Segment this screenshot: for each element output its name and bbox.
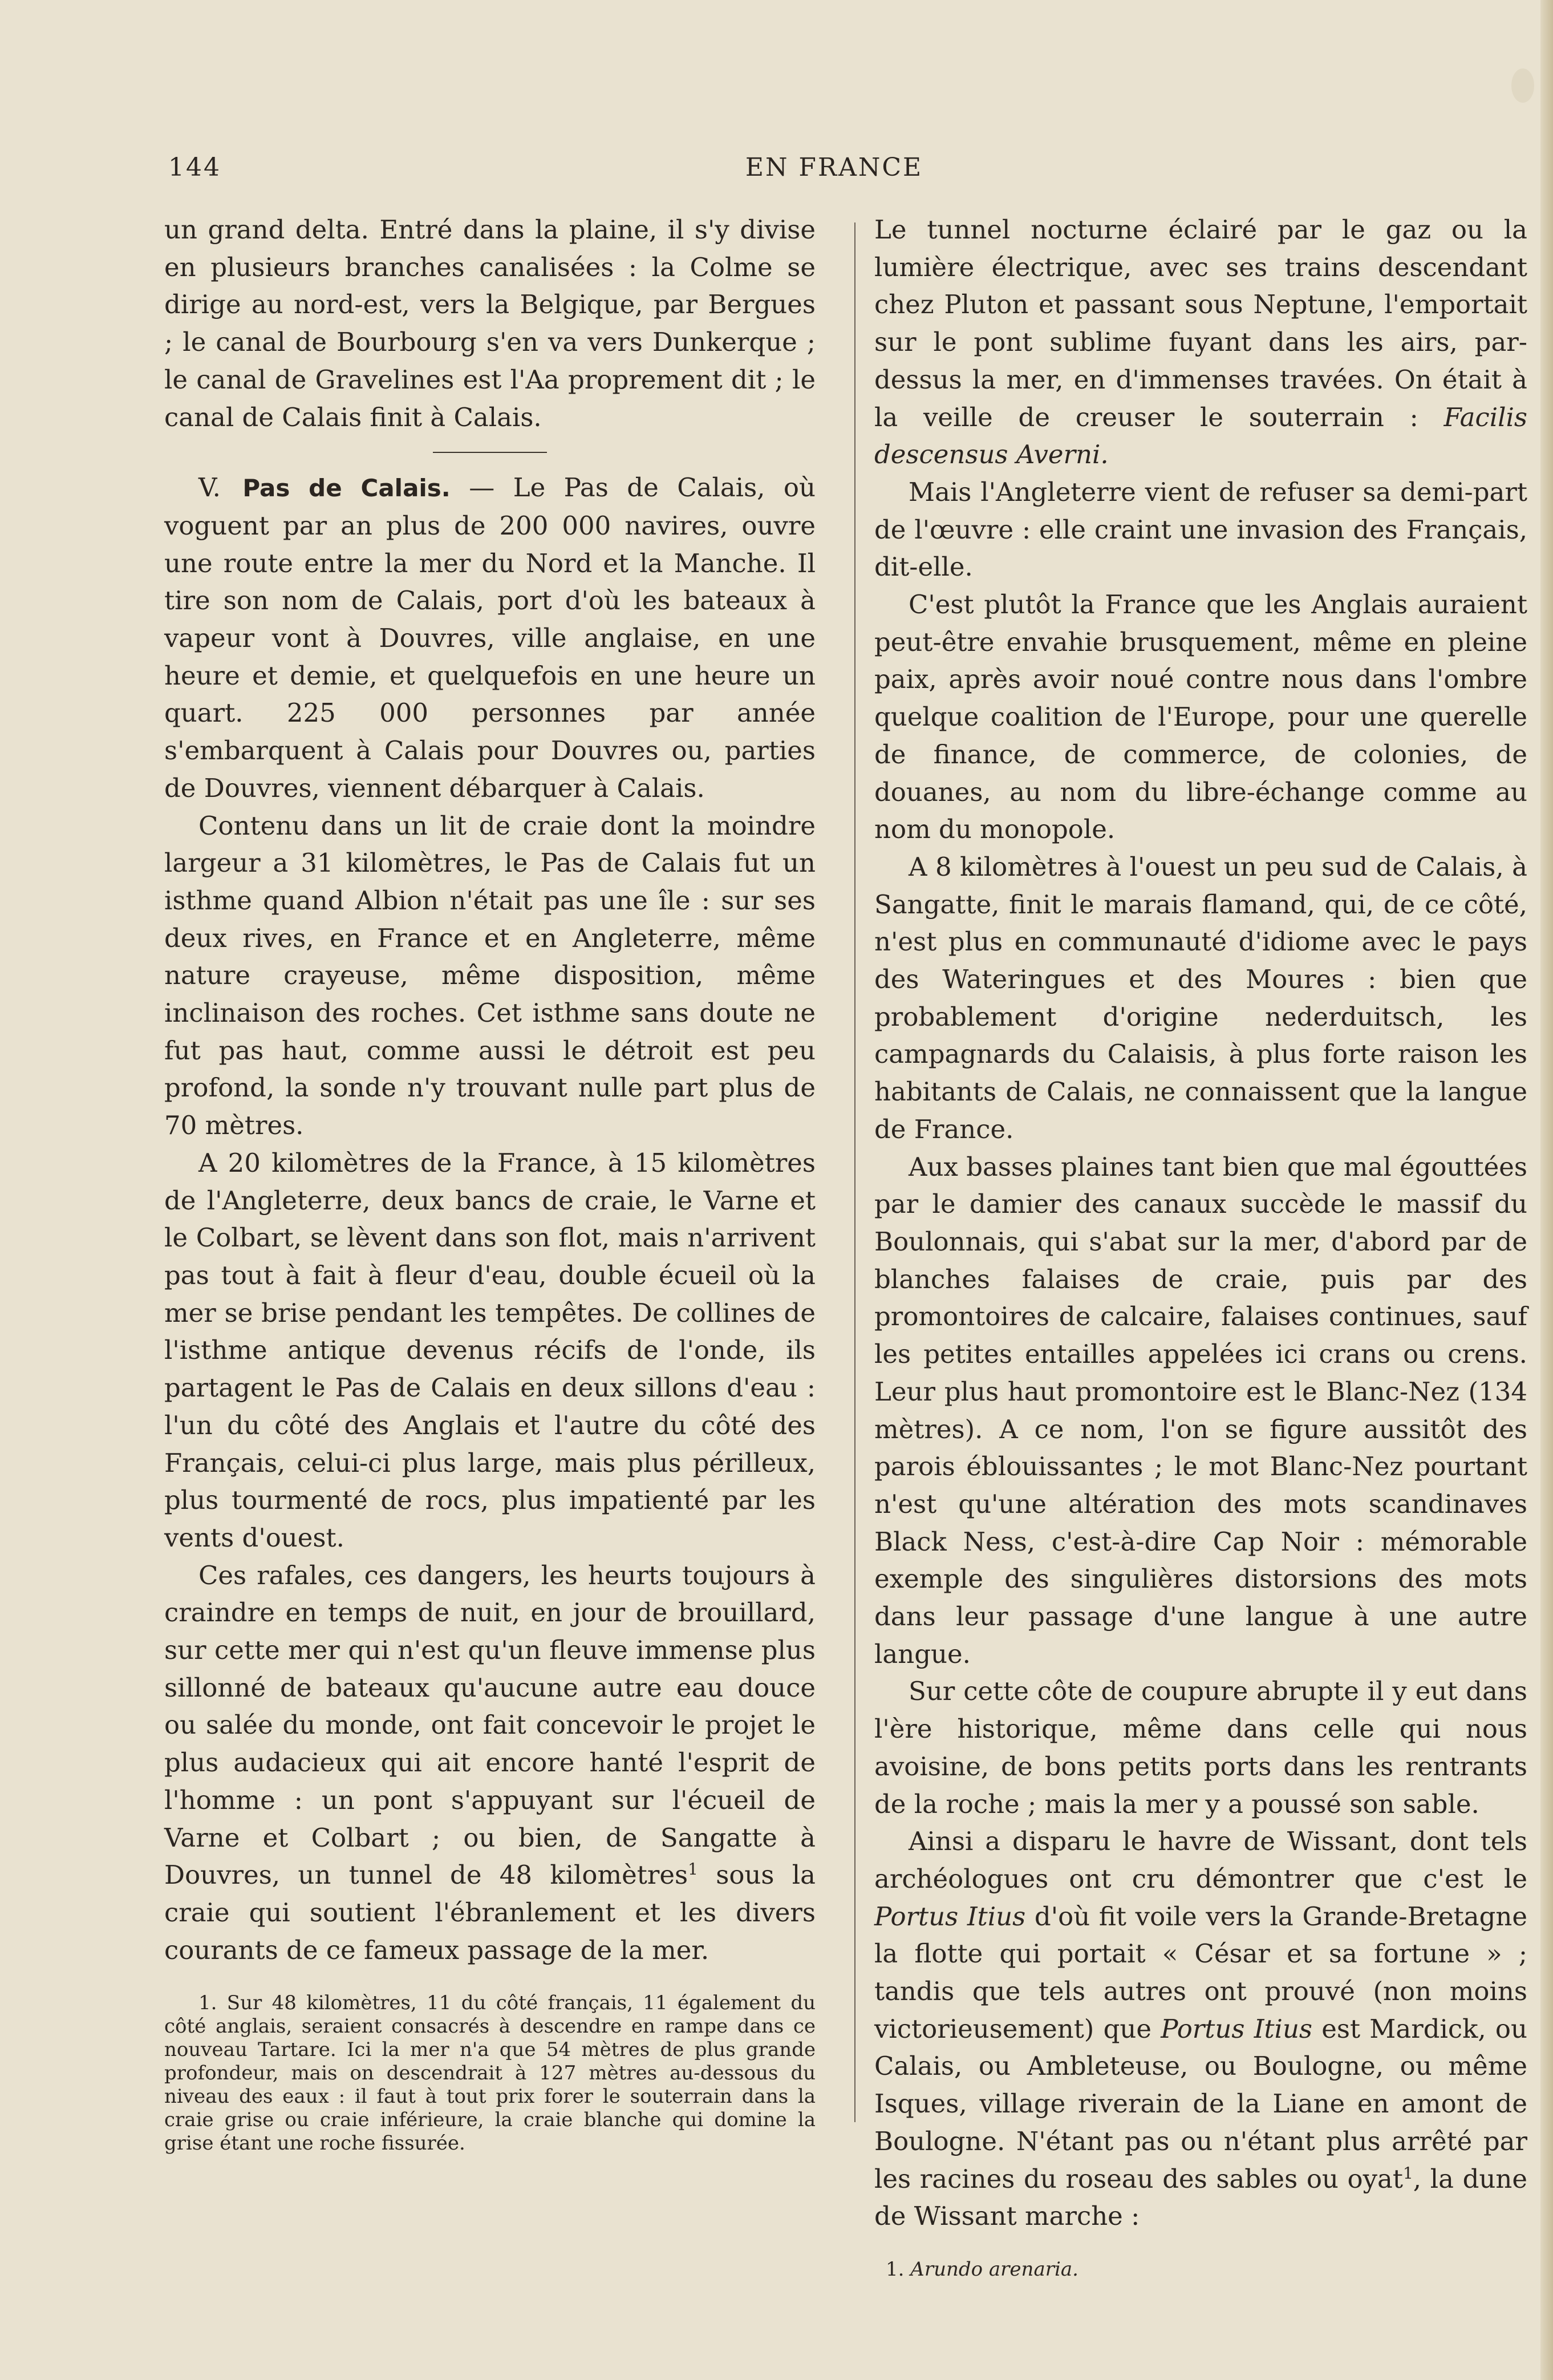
paragraph: A 8 kilomètres à l'ouest un peu sud de Calais, à Sangatte, finit le marais flamand, qui, de ce côté, n'est plus en communauté d'idiome avec le pays des Wateringues et des Moures : bien que probablement d'origine nederduitsch, les campagnards du Calaisis, à plus forte raison les habitants de Calais, ne connaissent que la langue de France. xyxy=(874,851,1527,1144)
footnote-italic: Arundo arenaria. xyxy=(910,2257,1078,2281)
paragraph: Mais l'Angleterre vient de refuser sa demi-part de l'œuvre : elle craint une invasion des Français, dit-elle. xyxy=(874,476,1527,582)
page-number: 144 xyxy=(168,153,221,182)
paragraph-text: d'où fit voile vers la Grande-Bretagne la flotte qui portait « César et sa fortune » ; tandis que tels autres ont prouvé (non moins victorieusement) que xyxy=(874,1901,1527,2044)
paragraph: Contenu dans un lit de craie dont la moindre largeur a 31 kilomètres, le Pas de Calais fut un isthme quand Albion n'était pas une île : sur ses deux rives, en France et en Angleterre, même nature crayeuse, même disposition, même inclinaison des roches. Cet isthme sans doute ne fut pas haut, comme aussi le détroit est peu profond, la sonde n'y trouvant nulle part plus de 70 mètres. xyxy=(164,810,816,1141)
paragraph xyxy=(164,1557,816,1969)
paragraph: C'est plutôt la France que les Anglais auraient peut-être envahie brusquement, même en pleine paix, après avoir noué contre nous dans l'ombre quelque coalition de l'Europe, pour une querelle de finance, de commerce, de colonies, de douanes, au nom du libre-échange comme au nom du monopole. xyxy=(874,589,1527,845)
running-title: EN FRANCE xyxy=(745,153,923,182)
paragraph xyxy=(874,211,1527,473)
column-divider xyxy=(854,222,855,2122)
paragraph: un grand delta. Entré dans la plaine, il s'y divise en plusieurs branches canalisées : la Colme se dirige au nord-est, vers la Belgique, par Bergues ; le canal de Bourbourg s'en va vers Dunkerque ; le canal de Gravelines est l'Aa proprement dit ; le canal de Calais finit à Calais. xyxy=(164,214,816,432)
page-edge xyxy=(1540,0,1553,2380)
right-column xyxy=(874,211,1527,2281)
section-separator xyxy=(433,452,547,453)
paragraph-text: , la dune de Wissant marche : xyxy=(874,2163,1527,2232)
latin-quote: Facilis descensus Averni. xyxy=(874,402,1527,470)
paragraph: Sur cette côte de coupure abrupte il y eut dans l'ère historique, même dans celle qui nous avoisine, de bons petits ports dans les rentrants de la roche ; mais la mer y a poussé son sable. xyxy=(874,1676,1527,1819)
footnote xyxy=(874,2258,1527,2281)
page-header xyxy=(168,153,1500,193)
footnote-reference: 1 xyxy=(688,1860,698,1879)
paper-stain xyxy=(1511,68,1534,103)
paragraph-text: Ainsi a disparu le havre de Wissant, dont tels archéologues ont cru démontrer que c'est le xyxy=(874,1826,1527,1894)
paragraph: A 20 kilomètres de la France, à 15 kilomètres de l'Angleterre, deux bancs de craie, le Varne et le Colbart, se lèvent dans son flot, mais n'arrivent pas tout à fait à fleur d'eau, double écueil où la mer se brise pendant les tempêtes. De collines de l'isthme antique devenus récifs de l'onde, ils partagent le Pas de Calais en deux sillons d'eau : l'un du côté des Anglais et l'autre du côté des Français, celui-ci plus large, mais plus périlleux, plus tourmenté de rocs, plus impatienté par les vents d'ouest. xyxy=(164,1147,816,1553)
section-title: Pas de Calais. xyxy=(242,474,451,503)
paragraph: Aux basses plaines tant bien que mal égouttées par le damier des canaux succède le massif du Boulonnais, qui s'abat sur la mer, d'abord par de blanches falaises de craie, puis par des promontoires de calcaire, falaises continues, sauf les petites entailles appelées ici crans ou crens. Leur plus haut promontoire est le Blanc-Nez (134 mètres). A ce nom, l'on se figure aussitôt des parois éblouissantes ; le mot Blanc-Nez pourtant n'est qu'une altération des mots scandinaves Black Ness, c'est-à-dire Cap Noir : mémorable exemple des singulières distorsions des mots dans leur passage d'une langue à une autre langue. xyxy=(874,1151,1527,1669)
paragraph-text: sous la craie qui soutient l'ébranlement et les divers courants de ce fameux passage de la mer. xyxy=(164,1860,816,1965)
paragraph-text: Ces rafales, ces dangers, les heurts toujours à craindre en temps de nuit, en jour de brouillard, sur cette mer qui n'est qu'un fleuve immense plus sillonné de bateaux qu'aucune autre eau douce ou salée du monde, ont fait concevoir le projet le plus audacieux qui ait encore hanté l'esprit de l'homme : un pont s'appuyant sur l'écueil de Varne et Colbart ; ou bien, de Sangatte à Douvres, un tunnel de 48 kilomètres xyxy=(164,1560,816,1891)
italic-term: Portus Itius xyxy=(1161,2013,1313,2044)
left-column xyxy=(164,211,816,2155)
paragraph-text: — Le Pas de Calais, où voguent par an plus de 200 000 navires, ouvre une route entre la mer du Nord et la Manche. Il tire son nom de Calais, port d'où les bateaux à vapeur vont à Douvres, ville anglaise, en une heure et demie, et quelquefois en une heure un quart. 225 000 personnes par année s'embarquent à Calais pour Douvres ou, parties de Douvres, viennent débarquer à Calais. xyxy=(164,472,816,803)
section-paragraph xyxy=(164,469,816,807)
italic-term: Portus Itius xyxy=(874,1901,1026,1932)
footnote-number: 1. xyxy=(886,2257,905,2281)
paragraph xyxy=(874,1823,1527,2235)
paragraph-text: Le tunnel nocturne éclairé par le gaz ou la lumière électrique, avec ses trains descendant chez Pluton et passant sous Neptune, l'emportait sur le pont sublime fuyant dans les airs, par-dessus la mer, en d'immenses travées. On était à la veille de creuser le souterrain : xyxy=(874,214,1527,432)
footnote xyxy=(164,1992,816,2155)
paragraph-text: est Mardick, ou Calais, ou Ambleteuse, ou Boulogne, ou même Isques, village riverain de la Liane en amont de Boulogne. N'étant pas ou n'étant plus arrêté par les racines du roseau des sables ou oyat xyxy=(874,2013,1527,2194)
footnote-reference: 1 xyxy=(1402,2163,1413,2183)
footnote-text xyxy=(874,2258,1527,2281)
footnote-text: 1. Sur 48 kilomètres, 11 du côté français, 11 également du côté anglais, seraient consacrés à descendre en rampe dans ce nouveau Tartare. Ici la mer n'a que 54 mètres de plus grande profondeur, mais on descendrait à 127 mètres au-dessous du niveau des eaux : il faut à tout prix forer le souterrain dans la craie grise ou craie inférieure, la craie blanche qui domine la grise étant une roche fissurée. xyxy=(164,1992,816,2155)
section-number: V. xyxy=(198,472,221,503)
